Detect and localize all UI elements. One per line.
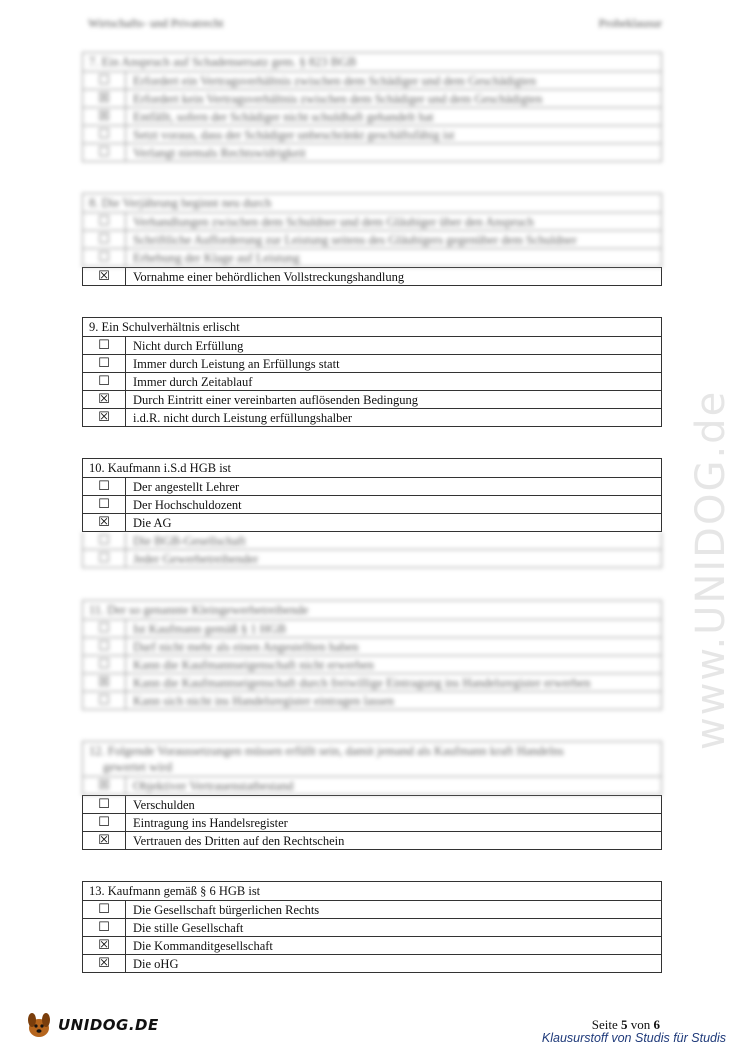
- option-text: Die stille Gesellschaft: [125, 919, 662, 937]
- question-7: [82, 52, 662, 162]
- checkbox[interactable]: ☒: [82, 108, 125, 126]
- checkbox[interactable]: ☐: [82, 126, 125, 144]
- option-text: Erfordert kein Vertragsverhältnis zwischen dem Schädiger und dem Geschädigten: [125, 90, 662, 108]
- option-text: Vornahme einer behördlichen Vollstreckungshandlung: [125, 268, 662, 286]
- question-title-line-1: 12. Folgende Voraussetzungen müssen erfüllt sein, damit jemand als Kaufmann kraft Handelns: [89, 744, 564, 758]
- checkbox[interactable]: ☐: [82, 249, 125, 267]
- checkbox[interactable]: ☐: [82, 72, 125, 90]
- checkbox[interactable]: ☒: [82, 268, 125, 286]
- option-text: Immer durch Leistung an Erfüllungs statt: [125, 355, 662, 373]
- option-text: Setzt voraus, dass der Schädiger unbeschränkt geschäftsfähig ist: [125, 126, 662, 144]
- checkbox[interactable]: ☒: [82, 937, 125, 955]
- option-text: Der Hochschuldozent: [125, 496, 662, 514]
- question-title: 8. Die Verjährung beginnt neu durch: [82, 193, 662, 213]
- option-row: [82, 550, 662, 568]
- checkbox[interactable]: ☒: [82, 514, 125, 532]
- option-row: [82, 656, 662, 674]
- checkbox[interactable]: ☒: [82, 777, 125, 795]
- option-row: [82, 937, 662, 955]
- question-10: [82, 458, 662, 568]
- question-13: [82, 881, 662, 973]
- page-label: Seite: [591, 1017, 618, 1032]
- checkbox[interactable]: ☐: [82, 144, 125, 162]
- option-text: Ist Kaufmann gemäß § 1 HGB: [125, 620, 662, 638]
- logo-text: UNIDOG.DE: [58, 1016, 159, 1034]
- watermark: www.UNIDOG.de: [688, 389, 734, 750]
- option-row: [82, 620, 662, 638]
- header-left: Wirtschafts- und Privatrecht: [88, 16, 224, 30]
- option-row: [82, 267, 662, 286]
- option-row: [82, 777, 662, 795]
- unidog-logo: [24, 1010, 159, 1040]
- question-title: 13. Kaufmann gemäß § 6 HGB ist: [82, 881, 662, 901]
- checkbox[interactable]: ☐: [82, 901, 125, 919]
- checkbox[interactable]: ☐: [82, 231, 125, 249]
- checkbox[interactable]: ☐: [82, 213, 125, 231]
- option-text: Die Gesellschaft bürgerlichen Rechts: [125, 901, 662, 919]
- option-text: Durch Eintritt einer vereinbarten auflösenden Bedingung: [125, 391, 662, 409]
- checkbox[interactable]: ☐: [82, 532, 125, 550]
- checkbox[interactable]: ☐: [82, 478, 125, 496]
- option-row: [82, 90, 662, 108]
- header-right: Probeklausur: [598, 16, 662, 30]
- question-title: 7. Ein Anspruch auf Schadensersatz gem. § 823 BGB: [82, 52, 662, 72]
- option-text: Erfordert ein Vertragsverhältnis zwischen dem Schädiger und dem Geschädigten: [125, 72, 662, 90]
- page-header: [88, 16, 662, 36]
- checkbox[interactable]: ☐: [82, 550, 125, 568]
- checkbox[interactable]: ☐: [82, 796, 125, 814]
- option-row: [82, 814, 662, 832]
- option-row: [82, 955, 662, 973]
- checkbox[interactable]: ☒: [82, 391, 125, 409]
- checkbox[interactable]: ☐: [82, 814, 125, 832]
- checkbox[interactable]: ☐: [82, 656, 125, 674]
- checkbox[interactable]: ☐: [82, 337, 125, 355]
- checkbox[interactable]: ☐: [82, 496, 125, 514]
- option-row: [82, 249, 662, 267]
- question-title: 9. Ein Schulverhältnis erlischt: [82, 317, 662, 337]
- option-row: [82, 832, 662, 850]
- question-title: 11. Der so genannte Kleingewerbetreibende: [82, 600, 662, 620]
- question-title: 10. Kaufmann i.S.d HGB ist: [82, 458, 662, 478]
- checkbox[interactable]: ☒: [82, 674, 125, 692]
- option-row: [82, 674, 662, 692]
- option-text: Objektiver Vertrauenstatbestand: [125, 777, 662, 795]
- option-row: [82, 409, 662, 427]
- option-text: Jeder Gewerbetreibender: [125, 550, 662, 568]
- checkbox[interactable]: ☒: [82, 409, 125, 427]
- checkbox[interactable]: ☐: [82, 620, 125, 638]
- option-row: [82, 355, 662, 373]
- option-text: Verlangt niemals Rechtswidrigkeit: [125, 144, 662, 162]
- checkbox[interactable]: ☒: [82, 832, 125, 850]
- option-row: [82, 514, 662, 532]
- option-row: [82, 901, 662, 919]
- option-row: [82, 692, 662, 710]
- option-text: Die oHG: [125, 955, 662, 973]
- option-text: Die Kommanditgesellschaft: [125, 937, 662, 955]
- checkbox[interactable]: ☐: [82, 355, 125, 373]
- option-row: [82, 231, 662, 249]
- question-12: [82, 741, 662, 850]
- option-text: Kann die Kaufmannseigenschaft nicht erwerben: [125, 656, 662, 674]
- option-text: Verschulden: [125, 796, 662, 814]
- option-row: [82, 391, 662, 409]
- question-11: [82, 600, 662, 710]
- option-row: [82, 337, 662, 355]
- option-row: [82, 795, 662, 814]
- option-text: Erhebung der Klage auf Leistung: [125, 249, 662, 267]
- option-row: [82, 213, 662, 231]
- option-row: [82, 72, 662, 90]
- checkbox[interactable]: ☐: [82, 638, 125, 656]
- option-row: [82, 144, 662, 162]
- option-row: [82, 638, 662, 656]
- option-text: Eintragung ins Handelsregister: [125, 814, 662, 832]
- checkbox[interactable]: ☐: [82, 373, 125, 391]
- option-text: Kann die Kaufmannseigenschaft durch freiwillige Eintragung ins Handelsregister erwerben: [125, 674, 662, 692]
- footer-tagline: Klausurstoff von Studis für Studis: [541, 1031, 726, 1045]
- option-row: [82, 532, 662, 550]
- checkbox[interactable]: ☐: [82, 919, 125, 937]
- option-text: Entfällt, sofern der Schädiger nicht schuldhaft gehandelt hat: [125, 108, 662, 126]
- option-text: Darf nicht mehr als einen Angestellten haben: [125, 638, 662, 656]
- page-current: 5: [621, 1017, 628, 1032]
- option-text: Verhandlungen zwischen dem Schuldner und dem Gläubiger über den Anspruch: [125, 213, 662, 231]
- option-row: [82, 126, 662, 144]
- option-row: [82, 108, 662, 126]
- page-total: 6: [653, 1017, 660, 1032]
- dog-icon: [24, 1010, 54, 1040]
- option-row: [82, 373, 662, 391]
- option-text: Der angestellt Lehrer: [125, 478, 662, 496]
- question-title-line-2: gewertet wird: [103, 760, 173, 774]
- checkbox[interactable]: ☒: [82, 90, 125, 108]
- option-text: Die BGB-Gesellschaft: [125, 532, 662, 550]
- question-title: [82, 741, 662, 777]
- page-sep: von: [630, 1017, 651, 1032]
- option-text: Nicht durch Erfüllung: [125, 337, 662, 355]
- option-row: [82, 919, 662, 937]
- option-text: Kann sich nicht ins Handelsregister eintragen lassen: [125, 692, 662, 710]
- option-row: [82, 478, 662, 496]
- checkbox[interactable]: ☐: [82, 692, 125, 710]
- checkbox[interactable]: ☒: [82, 955, 125, 973]
- option-text: i.d.R. nicht durch Leistung erfüllungshalber: [125, 409, 662, 427]
- question-9: [82, 317, 662, 427]
- option-text: Die AG: [125, 514, 662, 532]
- option-row: [82, 496, 662, 514]
- option-text: Schriftliche Aufforderung zur Leistung seitens des Gläubigers gegenüber dem Schuldner: [125, 231, 662, 249]
- option-text: Vertrauen des Dritten auf den Rechtschein: [125, 832, 662, 850]
- option-text: Immer durch Zeitablauf: [125, 373, 662, 391]
- question-8: [82, 193, 662, 286]
